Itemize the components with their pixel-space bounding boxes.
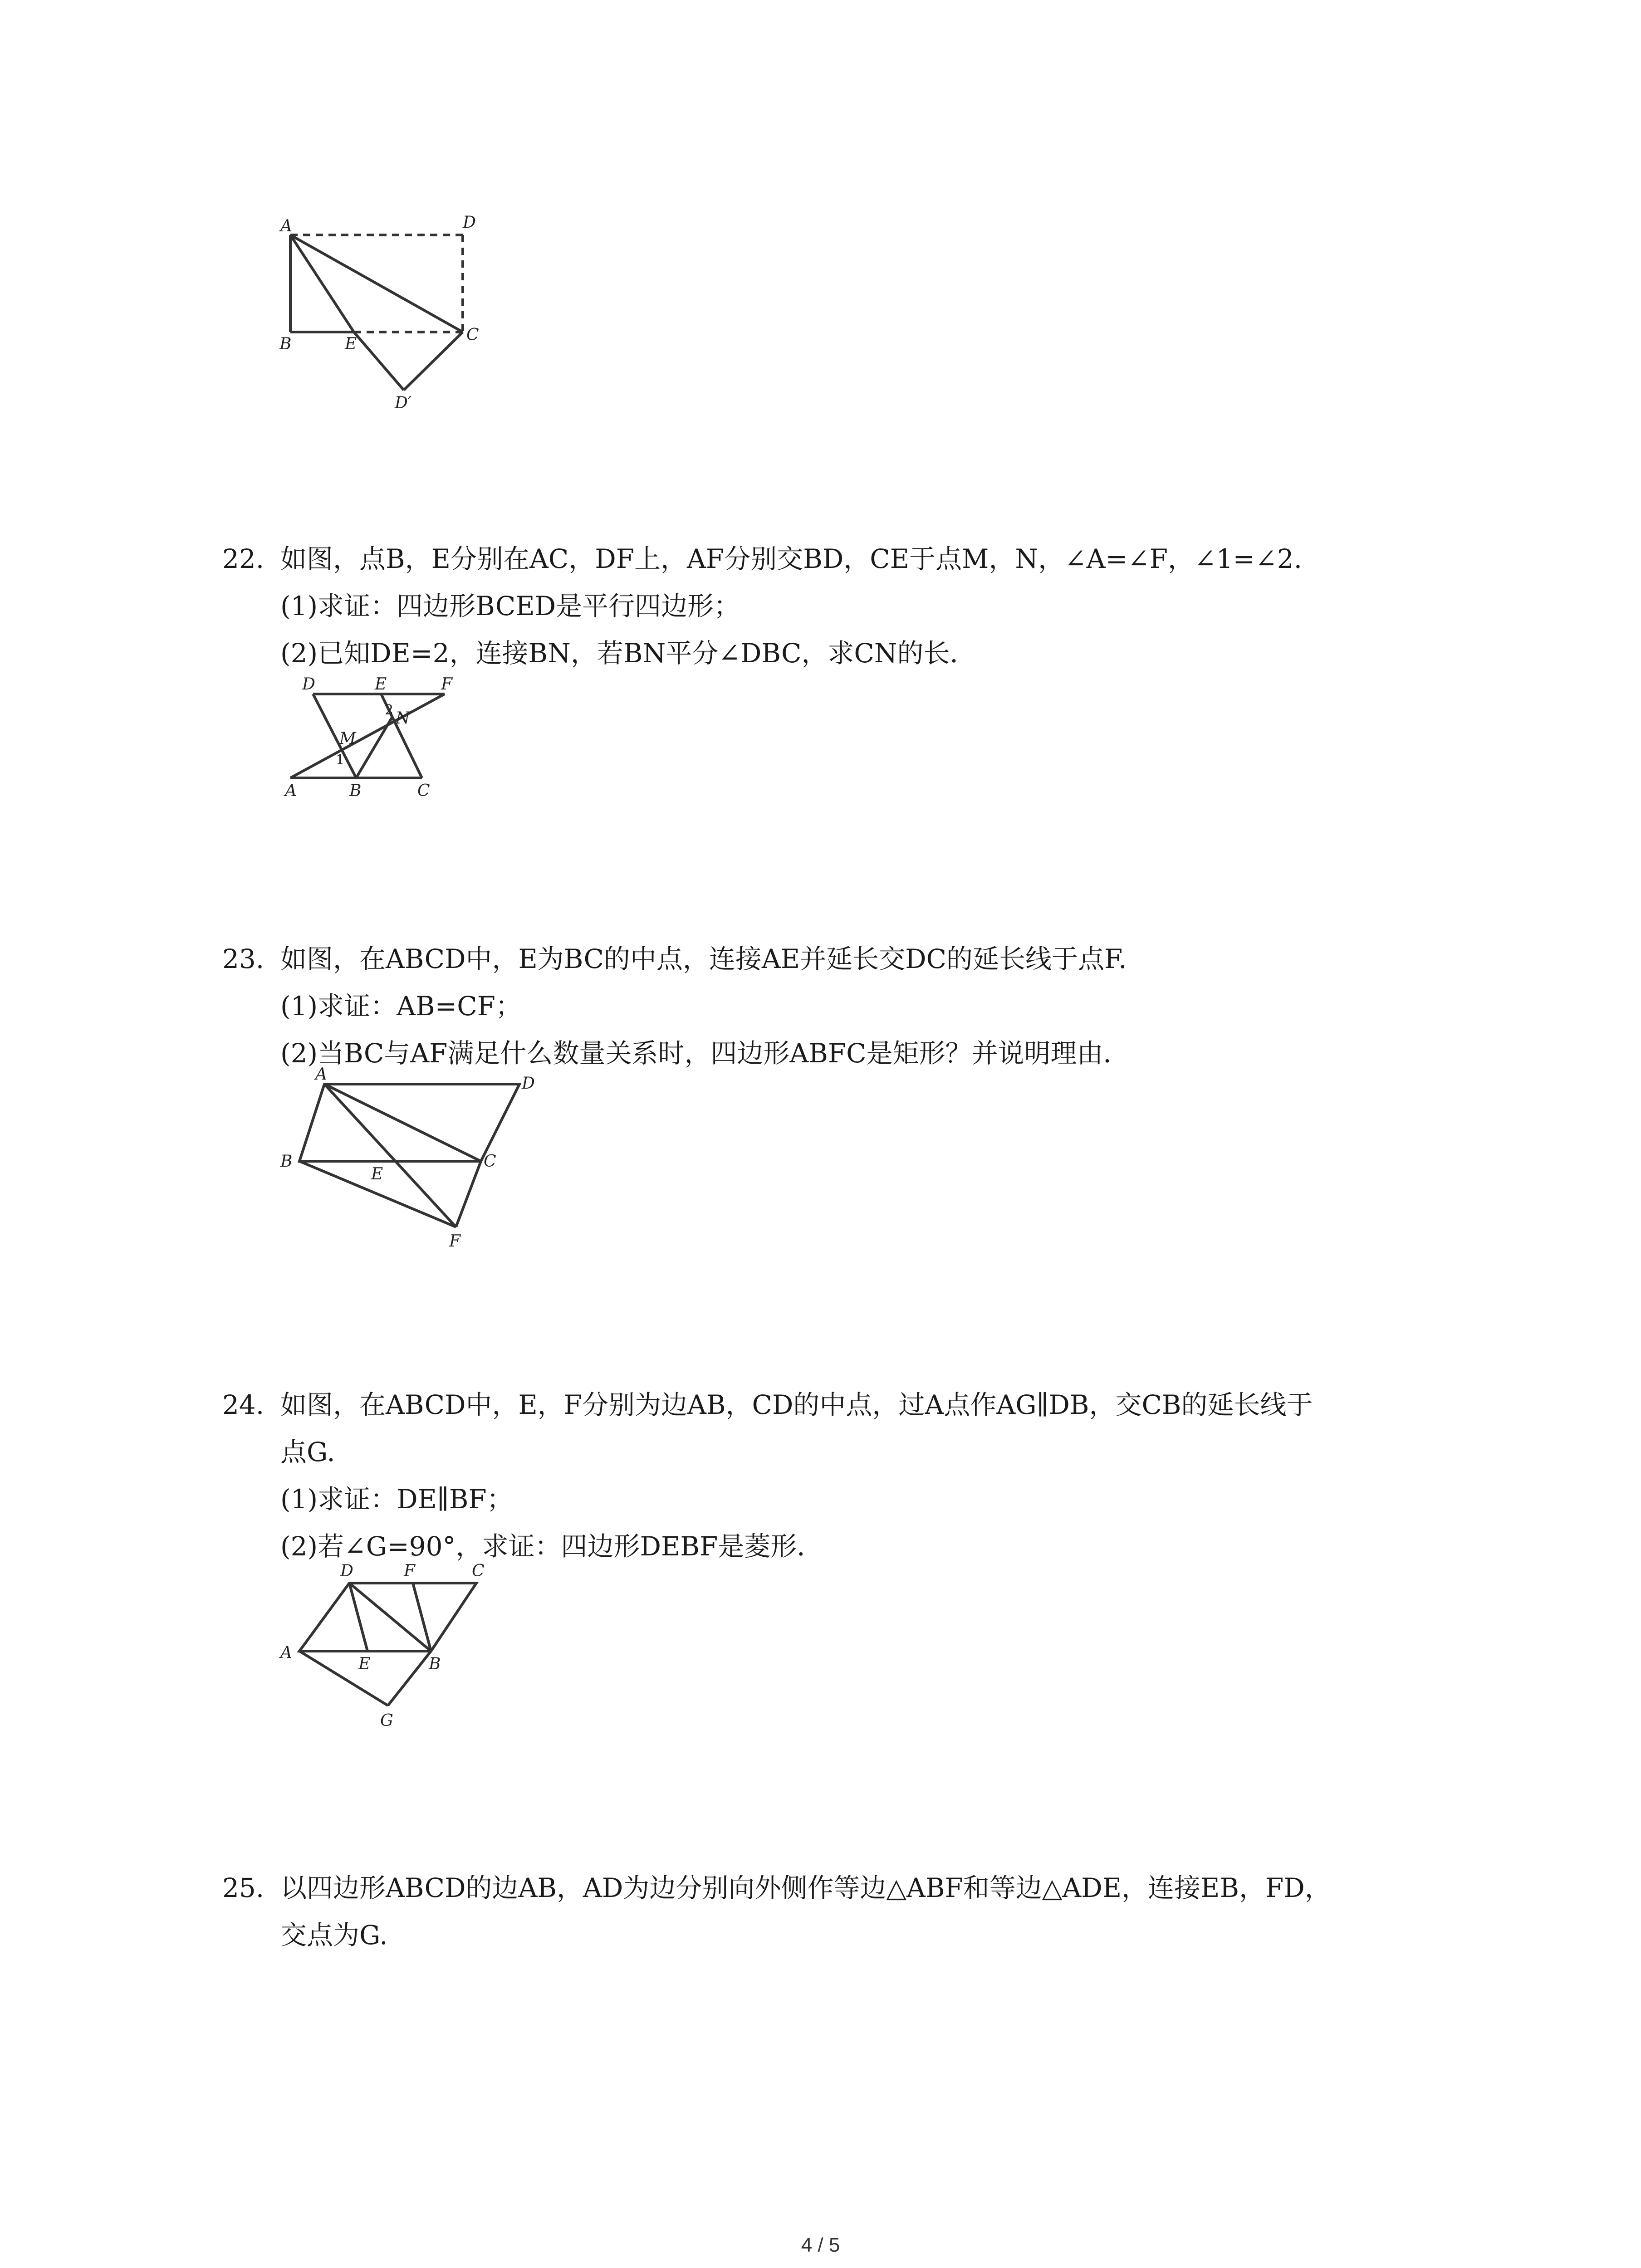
figure-22 xyxy=(272,676,490,803)
label-E: E xyxy=(375,676,387,694)
problem-24-stem-line1 xyxy=(222,1381,1447,1428)
label-A: A xyxy=(285,782,297,800)
problem-23-stem xyxy=(222,935,1447,982)
label-2: 2 xyxy=(385,702,394,718)
label-E: E xyxy=(358,1655,371,1673)
label-E: E xyxy=(371,1165,383,1183)
label-B: B xyxy=(429,1655,441,1673)
label-C: C xyxy=(472,1562,485,1580)
label-B: B xyxy=(280,1152,293,1171)
label-F: F xyxy=(404,1562,415,1580)
problem-22-stem xyxy=(222,535,1447,582)
label-A: A xyxy=(280,1643,292,1662)
label-E: E xyxy=(345,335,357,353)
problem-23-q2: (2)当BC与AF满足什么数量关系时，四边形ABFC是矩形？并说明理由． xyxy=(280,1038,1130,1069)
problem-24-stem-line2: 点G. xyxy=(280,1437,335,1467)
label-A: A xyxy=(315,1066,327,1084)
problem-24-q1: (1)求证：DE∥BF； xyxy=(280,1484,513,1515)
problem-23-q1: (1)求证：AB=CF； xyxy=(280,991,522,1022)
problem-text: 如图，在ABCD中，E，F分别为边AB，CD的中点，过A点作AG∥DB，交CB的延长线于 xyxy=(280,1389,1313,1420)
label-N: N xyxy=(396,709,410,728)
label-C: C xyxy=(484,1152,496,1171)
problem-text: 如图，在ABCD中，E为BC的中点，连接AE并延长交DC的延长线于点F. xyxy=(280,943,1127,974)
label-F: F xyxy=(441,676,452,694)
problem-22-q2: (2)已知DE=2，连接BN，若BN平分∠DBC，求CN的长． xyxy=(280,638,976,669)
label-A: A xyxy=(280,217,292,235)
label-C: C xyxy=(417,782,430,800)
label-D-prime: D′ xyxy=(395,394,412,412)
problem-25-stem-line2: 交点为G. xyxy=(280,1920,388,1950)
figure-23 xyxy=(272,1066,554,1256)
figure-24 xyxy=(272,1556,526,1746)
label-D: D xyxy=(302,676,315,694)
label-D: D xyxy=(522,1074,535,1093)
label-M: M xyxy=(339,729,356,748)
problem-25-stem-line1 xyxy=(222,1864,1447,1911)
problem-22 xyxy=(222,535,1447,677)
problem-number: 24. xyxy=(222,1389,265,1420)
problem-number: 25. xyxy=(222,1872,265,1903)
label-B: B xyxy=(349,782,362,800)
label-1: 1 xyxy=(336,752,345,768)
label-D: D xyxy=(340,1562,353,1580)
figure-21 xyxy=(272,213,526,426)
problem-23 xyxy=(222,935,1447,1077)
problem-24-q2: (2)若∠G=90°，求证：四边形DEBF是菱形． xyxy=(280,1531,823,1562)
label-G: G xyxy=(380,1711,393,1730)
problem-number: 23. xyxy=(222,943,265,974)
problem-number: 22. xyxy=(222,543,265,574)
problem-text: 如图，点B，E分别在AC，DF上，AF分别交BD，CE于点M，N，∠A=∠F，∠1=∠2. xyxy=(280,543,1303,574)
problem-text: 以四边形ABCD的边AB，AD为边分别向外侧作等边△ABF和等边△ADE，连接EB，FD， xyxy=(280,1872,1331,1903)
label-F: F xyxy=(449,1232,460,1251)
label-D: D xyxy=(463,213,476,232)
problem-24 xyxy=(222,1381,1447,1570)
label-B: B xyxy=(279,335,292,353)
problem-25 xyxy=(222,1864,1447,1959)
label-C: C xyxy=(466,326,479,344)
problem-22-q1: (1)求证：四边形BCED是平行四边形； xyxy=(280,591,740,621)
page-number: 4 / 5 xyxy=(801,2234,840,2256)
